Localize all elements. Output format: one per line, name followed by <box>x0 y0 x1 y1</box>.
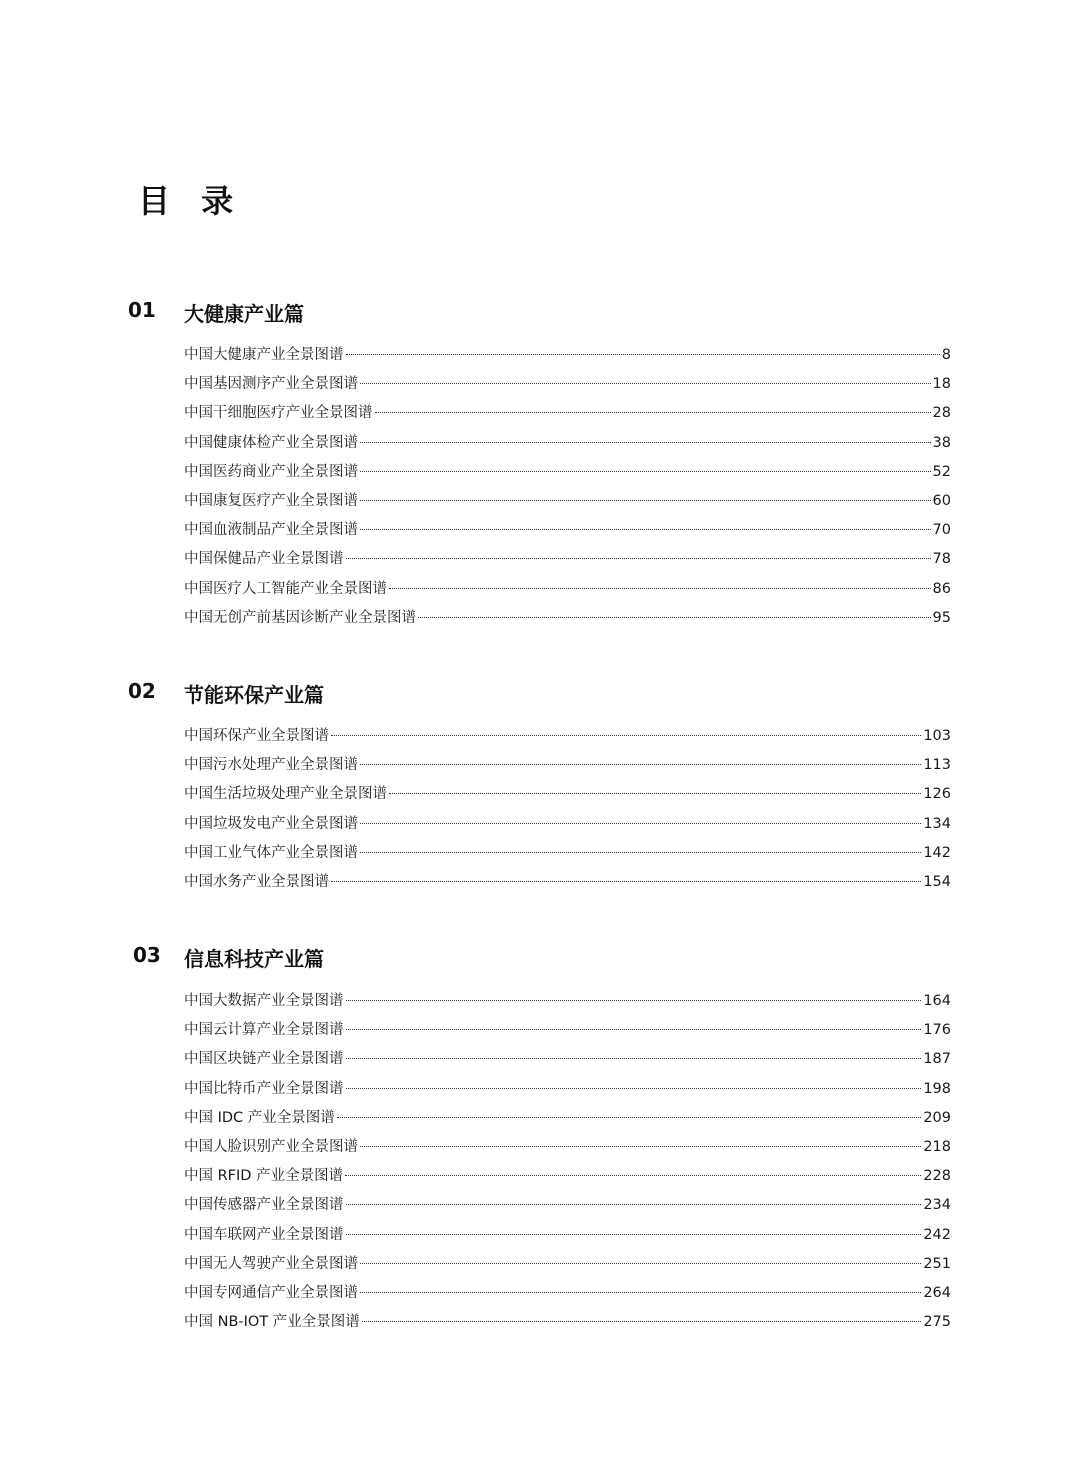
toc-entry[interactable] <box>184 782 951 811</box>
toc-page-number: 264 <box>923 1284 951 1301</box>
toc-page-number: 28 <box>932 405 951 422</box>
dot-leader <box>360 852 921 853</box>
toc-entry[interactable] <box>184 489 951 518</box>
section-title: 信息科技产业篇 <box>184 947 324 971</box>
section-title: 节能环保产业篇 <box>184 683 324 707</box>
toc-page-number: 228 <box>923 1168 951 1185</box>
dot-leader <box>346 354 940 355</box>
section-number: 03 <box>133 943 161 967</box>
toc-page-number: 142 <box>923 844 951 861</box>
dot-leader <box>346 1088 922 1089</box>
toc-entry[interactable] <box>184 577 951 606</box>
section-number: 01 <box>128 298 156 322</box>
section-heading <box>0 679 1079 713</box>
dot-leader <box>360 442 931 443</box>
dot-leader <box>360 823 921 824</box>
toc-list <box>184 989 951 1339</box>
section-title: 大健康产业篇 <box>184 302 304 326</box>
toc-entry-title: 中国血液制品产业全景图谱 <box>184 522 358 539</box>
dot-leader <box>360 383 931 384</box>
toc-page-number: 18 <box>932 376 951 393</box>
toc-entry-title: 中国专网通信产业全景图谱 <box>184 1284 358 1301</box>
toc-entry-title: 中国保健品产业全景图谱 <box>184 551 344 568</box>
toc-page-number: 134 <box>923 815 951 832</box>
toc-entry[interactable] <box>184 1281 951 1310</box>
toc-entry-title: 中国环保产业全景图谱 <box>184 728 329 744</box>
toc-page-number: 103 <box>923 728 951 744</box>
toc-entry[interactable] <box>184 372 951 401</box>
toc-entry[interactable] <box>184 1223 951 1252</box>
toc-page-number: 38 <box>932 434 951 451</box>
page-title: 目 录 <box>138 182 244 220</box>
toc-entry-title: 中国传感器产业全景图谱 <box>184 1197 344 1214</box>
toc-page-number: 113 <box>923 757 951 774</box>
toc-page-number: 242 <box>923 1226 951 1243</box>
dot-leader <box>360 529 931 530</box>
dot-leader <box>360 500 931 501</box>
toc-entry-title: 中国 IDC 产业全景图谱 <box>184 1109 335 1126</box>
toc-entry[interactable] <box>184 989 951 1018</box>
toc-page-number: 198 <box>923 1080 951 1097</box>
toc-entry-title: 中国医疗人工智能产业全景图谱 <box>184 580 387 597</box>
toc-page-number: 209 <box>923 1109 951 1126</box>
toc-page-number: 234 <box>923 1197 951 1214</box>
toc-entry[interactable] <box>184 1193 951 1222</box>
toc-entry[interactable] <box>184 343 951 372</box>
dot-leader <box>360 764 921 765</box>
toc-page-number: 176 <box>923 1022 951 1039</box>
toc-entry[interactable] <box>184 431 951 460</box>
toc-entry-title: 中国康复医疗产业全景图谱 <box>184 492 358 509</box>
dot-leader <box>375 412 931 413</box>
toc-page-number: 126 <box>923 786 951 803</box>
toc-page-number: 154 <box>923 873 951 890</box>
toc-entry-title: 中国干细胞医疗产业全景图谱 <box>184 405 373 422</box>
toc-entry-title: 中国工业气体产业全景图谱 <box>184 844 358 861</box>
toc-page-number: 52 <box>932 463 951 480</box>
toc-entry-title: 中国比特币产业全景图谱 <box>184 1080 344 1097</box>
dot-leader <box>418 617 931 618</box>
toc-entry-title: 中国健康体检产业全景图谱 <box>184 434 358 451</box>
dot-leader <box>337 1117 922 1118</box>
toc-entry-title: 中国人脸识别产业全景图谱 <box>184 1138 358 1155</box>
dot-leader <box>346 1029 922 1030</box>
toc-entry[interactable] <box>184 1077 951 1106</box>
toc-entry[interactable] <box>184 1310 951 1339</box>
toc-entry-title: 中国区块链产业全景图谱 <box>184 1051 344 1068</box>
toc-page-number: 78 <box>932 551 951 568</box>
toc-entry[interactable] <box>184 841 951 870</box>
toc-entry[interactable] <box>184 1047 951 1076</box>
toc-entry[interactable] <box>184 606 951 635</box>
toc-section-3 <box>0 943 1079 1331</box>
toc-list <box>184 724 951 899</box>
dot-leader <box>362 1321 922 1322</box>
toc-page-number: 8 <box>941 347 951 363</box>
toc-entry[interactable] <box>184 724 951 753</box>
toc-entry-title: 中国车联网产业全景图谱 <box>184 1226 344 1243</box>
toc-entry[interactable] <box>184 1135 951 1164</box>
toc-entry-title: 中国无人驾驶产业全景图谱 <box>184 1255 358 1272</box>
dot-leader <box>331 881 921 882</box>
toc-list <box>184 343 951 635</box>
toc-entry-title: 中国 NB-IOT 产业全景图谱 <box>184 1314 360 1331</box>
toc-page-number: 70 <box>932 522 951 539</box>
toc-entry[interactable] <box>184 1164 951 1193</box>
toc-entry-title: 中国大数据产业全景图谱 <box>184 993 344 1009</box>
toc-entry-title: 中国基因测序产业全景图谱 <box>184 376 358 393</box>
section-heading <box>0 943 1079 977</box>
toc-entry-title: 中国无创产前基因诊断产业全景图谱 <box>184 609 416 626</box>
dot-leader <box>345 1175 921 1176</box>
toc-section-1 <box>0 298 1079 626</box>
dot-leader <box>346 1000 922 1001</box>
toc-entry-title: 中国水务产业全景图谱 <box>184 873 329 890</box>
dot-leader <box>346 1234 922 1235</box>
toc-entry[interactable] <box>184 870 951 899</box>
dot-leader <box>360 1292 921 1293</box>
toc-entry[interactable] <box>184 460 951 489</box>
section-heading <box>0 298 1079 332</box>
toc-page-number: 275 <box>923 1314 951 1331</box>
toc-page-number: 187 <box>923 1051 951 1068</box>
toc-page-number: 86 <box>932 580 951 597</box>
toc-entry-title: 中国云计算产业全景图谱 <box>184 1022 344 1039</box>
toc-page-number: 60 <box>932 492 951 509</box>
dot-leader <box>389 793 921 794</box>
dot-leader <box>346 558 931 559</box>
toc-entry-title: 中国 RFID 产业全景图谱 <box>184 1168 344 1185</box>
dot-leader <box>346 1204 922 1205</box>
toc-entry-title: 中国污水处理产业全景图谱 <box>184 757 358 774</box>
toc-entry[interactable] <box>184 518 951 547</box>
toc-entry[interactable] <box>184 547 951 576</box>
dot-leader <box>389 588 931 589</box>
toc-page-number: 251 <box>923 1255 951 1272</box>
dot-leader <box>360 471 931 472</box>
toc-entry-title: 中国大健康产业全景图谱 <box>184 347 344 363</box>
dot-leader <box>360 1146 921 1147</box>
section-number: 02 <box>128 679 156 703</box>
toc-section-2 <box>0 679 1079 890</box>
toc-page-number: 164 <box>923 993 951 1009</box>
toc-entry[interactable] <box>184 1106 951 1135</box>
toc-entry-title: 中国生活垃圾处理产业全景图谱 <box>184 786 387 803</box>
toc-entry[interactable] <box>184 1252 951 1281</box>
toc-entry[interactable] <box>184 401 951 430</box>
toc-page-number: 95 <box>932 609 951 626</box>
dot-leader <box>346 1058 922 1059</box>
toc-entry[interactable] <box>184 753 951 782</box>
dot-leader <box>331 735 921 736</box>
toc-entry[interactable] <box>184 1018 951 1047</box>
toc-page-number: 218 <box>923 1138 951 1155</box>
toc-entry-title: 中国医药商业产业全景图谱 <box>184 463 358 480</box>
dot-leader <box>360 1263 921 1264</box>
toc-entry[interactable] <box>184 812 951 841</box>
toc-entry-title: 中国垃圾发电产业全景图谱 <box>184 815 358 832</box>
